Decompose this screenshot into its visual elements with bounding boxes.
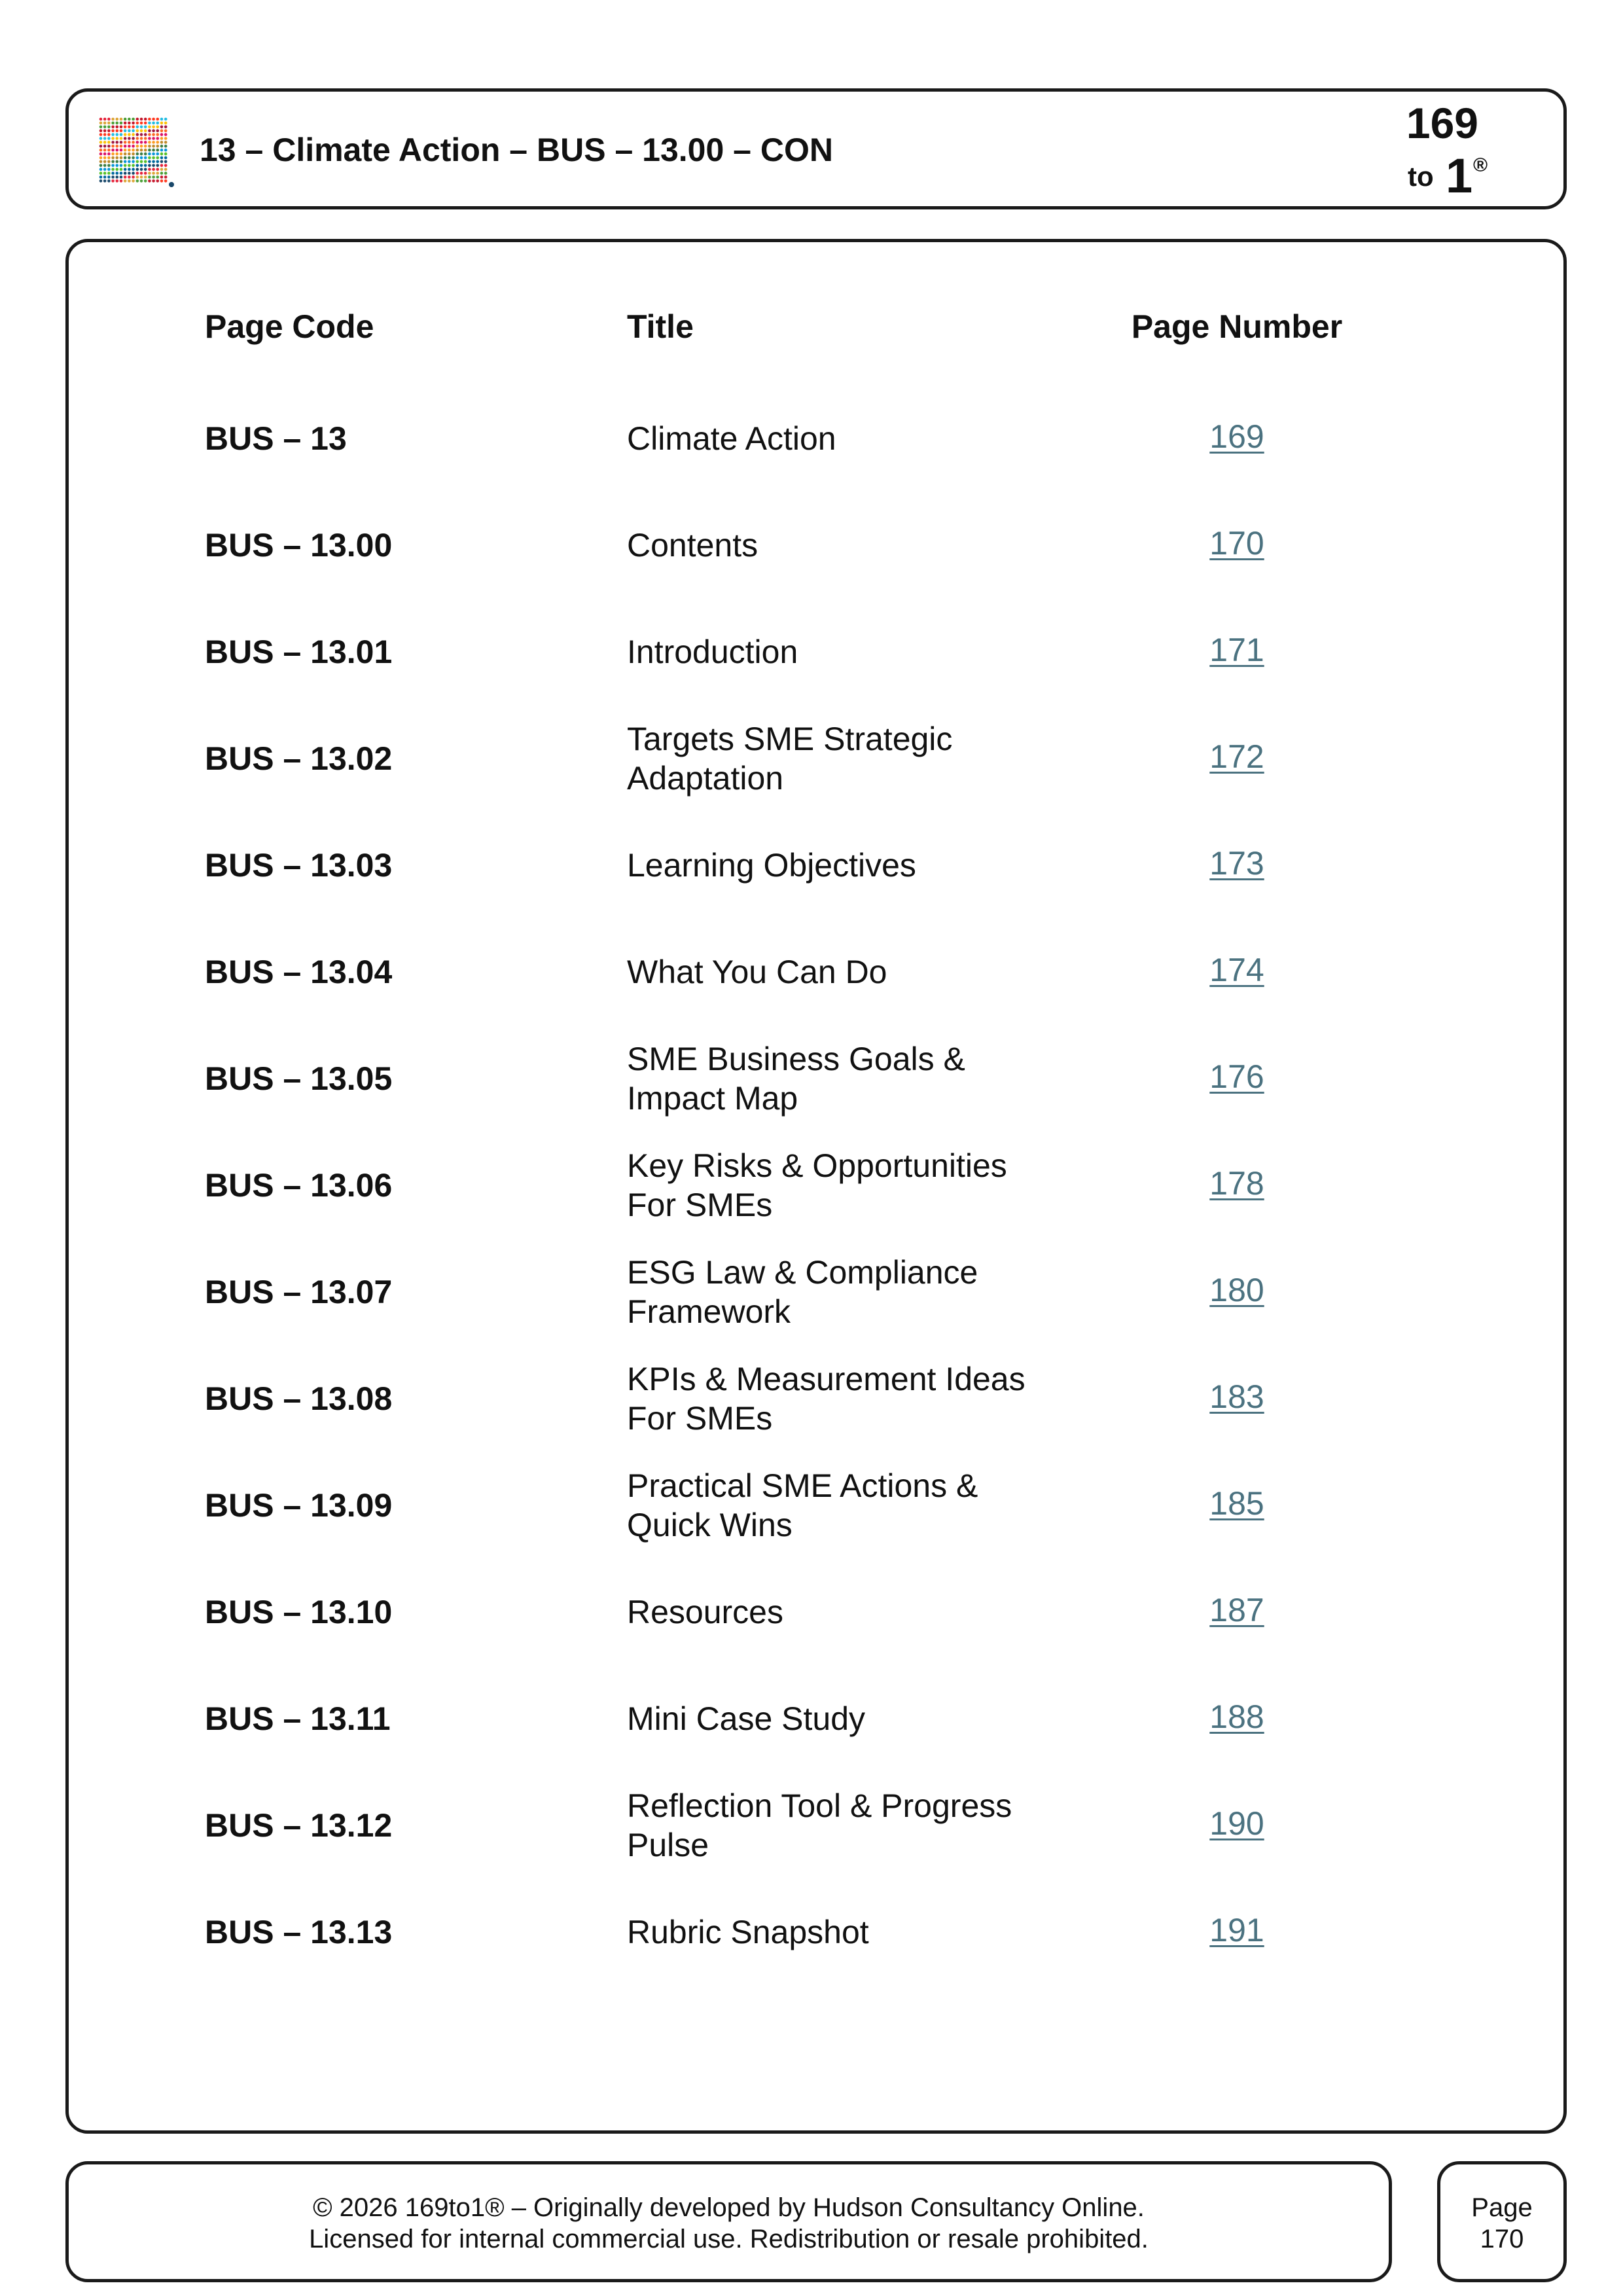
- table-row: [0, 499, 1623, 591]
- copyright-line: © 2026 169to1® – Originally developed by Hudson Consultancy Online.: [313, 2193, 1145, 2222]
- column-header-page-number: Page Number: [1131, 308, 1343, 345]
- section-title: Practical SME Actions & Quick Wins: [627, 1467, 978, 1543]
- page-code: BUS – 13.09: [205, 1487, 393, 1524]
- section-title: Reflection Tool & Progress Pulse: [627, 1787, 1012, 1863]
- footer-notice: [65, 2161, 1392, 2282]
- page-code: BUS – 13.03: [205, 847, 393, 884]
- page-number-link[interactable]: 176: [1209, 1058, 1264, 1095]
- sdg-dot-grid-logo: [98, 117, 177, 188]
- page-number-link[interactable]: 180: [1209, 1272, 1264, 1308]
- section-title: Mini Case Study: [627, 1700, 866, 1737]
- page-code: BUS – 13.04: [205, 954, 393, 990]
- section-title: Climate Action: [627, 420, 836, 457]
- license-line: Licensed for internal commercial use. Redistribution or resale prohibited.: [309, 2225, 1149, 2253]
- page-number-link[interactable]: 191: [1209, 1912, 1264, 1948]
- section-title: Key Risks & Opportunities For SMEs: [627, 1147, 1007, 1223]
- page-code: BUS – 13.11: [205, 1700, 391, 1737]
- page-code: BUS – 13.01: [205, 634, 393, 670]
- header-bar: [65, 88, 1567, 209]
- page-number-link[interactable]: 188: [1209, 1698, 1264, 1735]
- section-title: Contents: [627, 527, 758, 564]
- page-number-link[interactable]: 169: [1209, 418, 1264, 455]
- page-number-link[interactable]: 187: [1209, 1592, 1264, 1628]
- page-code: BUS – 13.12: [205, 1807, 393, 1844]
- page-code: BUS – 13.08: [205, 1380, 393, 1417]
- table-row: [0, 1886, 1623, 1978]
- table-row: [0, 1673, 1623, 1765]
- page-code: BUS – 13.10: [205, 1594, 393, 1630]
- table-row: [0, 1780, 1623, 1871]
- section-title: Learning Objectives: [627, 847, 916, 884]
- page-number-link[interactable]: 174: [1209, 952, 1264, 988]
- brand-to: to: [1408, 161, 1434, 192]
- page-code: BUS – 13: [205, 420, 347, 457]
- table-row: [0, 1246, 1623, 1338]
- page-code: BUS – 13.02: [205, 740, 393, 777]
- table-row: [0, 1033, 1623, 1124]
- page-number-link[interactable]: 190: [1209, 1805, 1264, 1842]
- table-row: [0, 393, 1623, 484]
- brand-169: 169: [1406, 99, 1478, 147]
- page-code: BUS – 13.06: [205, 1167, 393, 1204]
- page-number-box: [1437, 2161, 1567, 2282]
- brand-1: 1: [1446, 149, 1473, 203]
- table-row: [0, 926, 1623, 1018]
- column-header-page-code: Page Code: [205, 308, 374, 345]
- table-row: [0, 819, 1623, 911]
- section-title: Targets SME Strategic Adaptation: [627, 721, 953, 797]
- page-code: BUS – 13.13: [205, 1914, 393, 1950]
- page-number-link[interactable]: 173: [1209, 845, 1264, 882]
- table-row: [0, 1139, 1623, 1231]
- page-code: BUS – 13.07: [205, 1274, 393, 1310]
- page-code: BUS – 13.05: [205, 1060, 393, 1097]
- page-number-link[interactable]: 185: [1209, 1485, 1264, 1522]
- section-title: What You Can Do: [627, 954, 887, 990]
- table-row: [0, 713, 1623, 804]
- page-label: Page: [1471, 2193, 1533, 2222]
- page-code: BUS – 13.00: [205, 527, 393, 564]
- table-row: [0, 1566, 1623, 1658]
- section-title: Introduction: [627, 634, 798, 670]
- page-number-link[interactable]: 170: [1209, 525, 1264, 562]
- page-number: 170: [1480, 2225, 1524, 2253]
- page-number-link[interactable]: 172: [1209, 738, 1264, 775]
- brand-logo: [1374, 98, 1505, 203]
- page-number-link[interactable]: 171: [1209, 632, 1264, 668]
- page-number-link[interactable]: 178: [1209, 1165, 1264, 1202]
- section-title: ESG Law & Compliance Framework: [627, 1254, 978, 1330]
- table-row: [0, 1460, 1623, 1551]
- section-title: Resources: [627, 1594, 783, 1630]
- table-row: [0, 606, 1623, 698]
- section-title: Rubric Snapshot: [627, 1914, 869, 1950]
- page-number-link[interactable]: 183: [1209, 1378, 1264, 1415]
- brand-registered-mark: ®: [1473, 154, 1488, 176]
- section-title: SME Business Goals & Impact Map: [627, 1041, 965, 1117]
- section-title: KPIs & Measurement Ideas For SMEs: [627, 1361, 1026, 1437]
- header-title: 13 – Climate Action – BUS – 13.00 – CON: [200, 132, 833, 168]
- column-header-title: Title: [627, 308, 694, 345]
- table-row: [0, 1353, 1623, 1444]
